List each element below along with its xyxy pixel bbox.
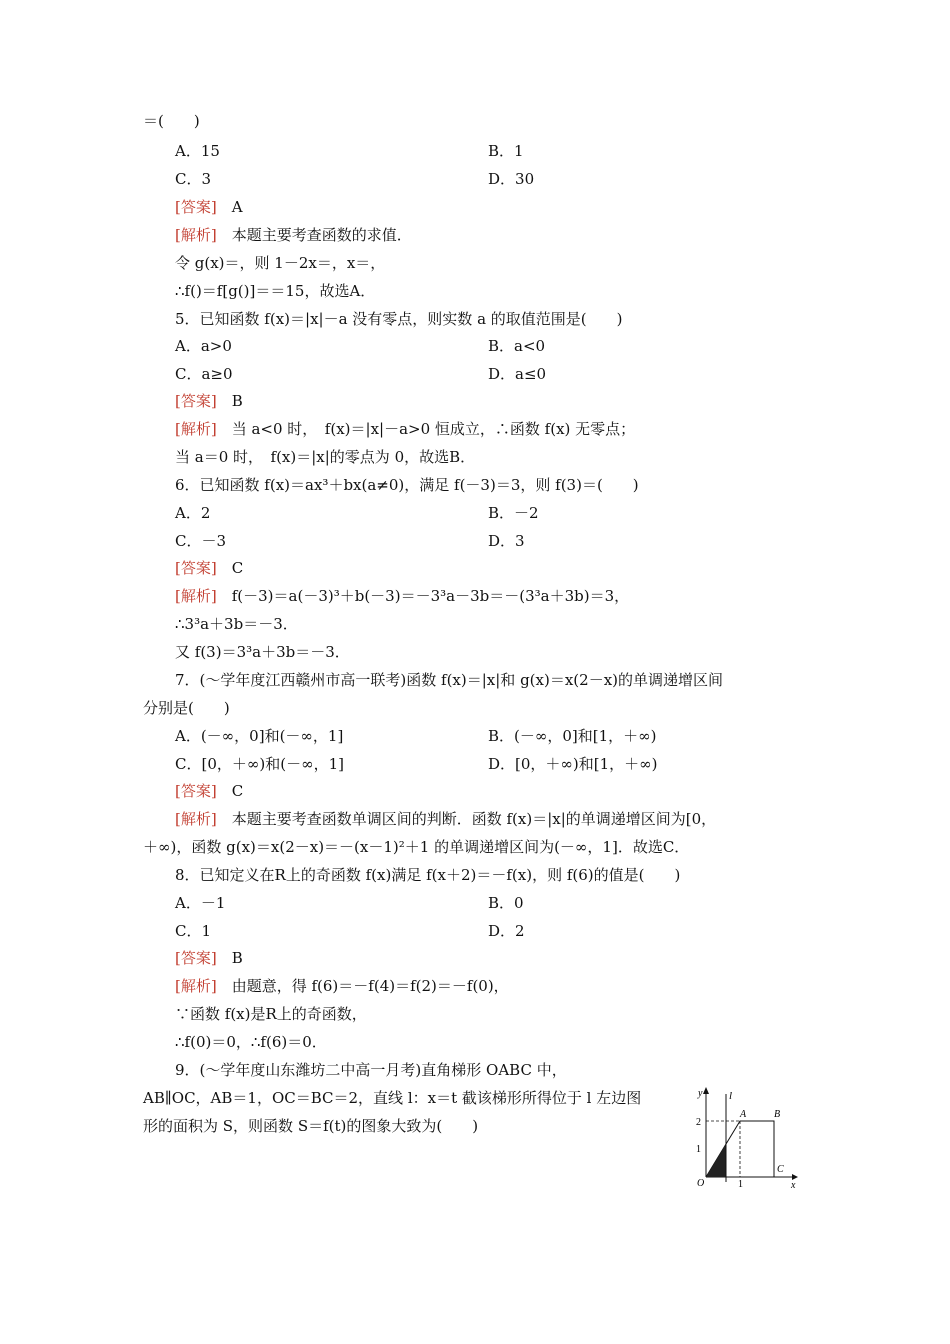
tick-x1: 1 — [738, 1179, 743, 1190]
text-line — [175, 475, 639, 495]
line-text: 6．已知函数 f(x)＝ax³＋bx(a≠0)，满足 f(－3)＝3，则 f(3)＝( ) — [175, 476, 639, 494]
line-text: C．a≥0 — [175, 365, 233, 383]
line-text: C．1 — [175, 922, 212, 940]
text-line — [488, 921, 525, 941]
line-text: D．[0，＋∞)和[1，＋∞) — [488, 755, 658, 773]
line-text: ∴3³a＋3b＝－3． — [175, 615, 298, 633]
text-line — [175, 419, 635, 439]
text-line — [488, 754, 658, 774]
text-line — [175, 614, 298, 634]
text-line — [488, 364, 546, 384]
line-text: C — [216, 782, 244, 800]
label-l: l — [729, 1090, 733, 1102]
text-line — [175, 309, 623, 329]
text-line — [143, 837, 689, 857]
text-line — [143, 1088, 641, 1108]
line-text: 形的面积为 S，则函数 S＝f(t)的图象大致为( ) — [143, 1117, 479, 1135]
text-line — [175, 169, 211, 189]
line-text: D．a≤0 — [488, 365, 547, 383]
label-b: B — [774, 1109, 781, 1120]
line-text: 由题意，得 f(6)＝－f(4)＝f(2)＝－f(0)， — [216, 977, 509, 995]
line-text: A．(－∞，0]和(－∞，1] — [175, 727, 344, 745]
answer-tag: [解析] — [175, 226, 217, 244]
text-line — [175, 670, 723, 690]
line-text: B．1 — [488, 142, 524, 160]
text-line — [175, 781, 243, 801]
text-line — [143, 698, 230, 718]
line-text: 7．(～学年度江西赣州市高一联考)函数 f(x)＝|x|和 g(x)＝x(2－x)的单调递增区间 — [175, 671, 724, 689]
line-text: ∵函数 f(x)是R上的奇函数， — [175, 1005, 367, 1023]
text-line — [175, 809, 716, 829]
text-line — [175, 893, 225, 913]
text-line — [488, 169, 534, 189]
text-line — [175, 141, 220, 161]
text-line — [175, 921, 211, 941]
line-text: B — [216, 392, 243, 410]
answer-tag: [答案] — [175, 782, 217, 800]
line-text: C．3 — [175, 170, 212, 188]
line-text: D．3 — [488, 532, 525, 550]
answer-tag: [解析] — [175, 420, 217, 438]
label-origin: O — [697, 1178, 705, 1189]
line-text: C．－3 — [175, 532, 227, 550]
line-text: 5．已知函数 f(x)＝|x|－a 没有零点，则实数 a 的取值范围是( ) — [175, 310, 623, 328]
label-y: y — [698, 1088, 703, 1099]
tick-y1: 1 — [696, 1144, 701, 1155]
line-text: B．－2 — [488, 504, 539, 522]
line-text: C．[0，＋∞)和(－∞，1] — [175, 755, 344, 773]
line-text: D．2 — [488, 922, 525, 940]
text-line — [175, 558, 243, 578]
line-text: 9．(～学年度山东潍坊二中高一月考)直角梯形 OABC 中， — [175, 1061, 567, 1079]
text-line — [175, 948, 243, 968]
line-text: B．a<0 — [488, 337, 546, 355]
answer-tag: [答案] — [175, 392, 217, 410]
line-text: ＋∞)，函数 g(x)＝x(2－x)＝－(x－1)²＋1 的单调递增区间为(－∞，1]．故选C． — [143, 838, 690, 856]
line-text: C — [216, 559, 244, 577]
line-text: A．－1 — [175, 894, 226, 912]
answer-tag: [解析] — [175, 810, 217, 828]
label-a: A — [740, 1109, 747, 1120]
text-line — [175, 281, 375, 301]
line-text: 分别是( ) — [143, 699, 230, 717]
answer-tag: [答案] — [175, 559, 217, 577]
line-text: AB∥OC，AB＝1，OC＝BC＝2，直线 l：x＝t 截该梯形所得位于 l 左边图 — [143, 1089, 642, 1107]
line-text: A．2 — [175, 504, 211, 522]
line-text: ∴f()＝f[g()]＝＝15，故选A． — [175, 282, 376, 300]
text-line — [488, 531, 525, 551]
text-line — [175, 1060, 567, 1080]
text-line — [143, 1116, 478, 1136]
text-line — [175, 391, 243, 411]
answer-tag: [解析] — [175, 977, 217, 995]
text-line — [488, 336, 545, 356]
text-line — [488, 503, 539, 523]
text-line — [175, 865, 680, 885]
text-line — [175, 531, 226, 551]
y-axis-arrow — [703, 1087, 709, 1094]
text-line — [175, 225, 412, 245]
line-text: ＝( ) — [143, 112, 200, 130]
text-line — [175, 1032, 327, 1052]
answer-tag: [答案] — [175, 198, 217, 216]
answer-tag: [解析] — [175, 587, 217, 605]
text-line — [175, 754, 344, 774]
line-text: B — [216, 949, 243, 967]
line-text: A．15 — [175, 142, 220, 160]
line-text: B．(－∞，0]和[1，＋∞) — [488, 727, 657, 745]
text-line — [175, 642, 350, 662]
line-text: ∴f(0)＝0，∴f(6)＝0． — [175, 1033, 327, 1051]
text-line — [488, 726, 657, 746]
answer-tag: [答案] — [175, 949, 217, 967]
text-line — [175, 503, 210, 523]
tick-y2: 2 — [696, 1117, 701, 1128]
line-text: A — [216, 198, 243, 216]
text-line — [175, 447, 475, 467]
text-line — [175, 586, 629, 606]
line-text: D．30 — [488, 170, 535, 188]
text-line — [143, 111, 200, 131]
text-line — [175, 1004, 367, 1024]
text-line — [488, 141, 524, 161]
label-x: x — [791, 1180, 796, 1190]
text-line — [175, 253, 385, 273]
line-text: f(－3)＝a(－3)³＋b(－3)＝－3³a－3b＝－(3³a＋3b)＝3， — [216, 587, 630, 605]
line-text: B．0 — [488, 894, 524, 912]
line-text: 当 a＝0 时， f(x)＝|x|的零点为 0，故选B． — [175, 448, 476, 466]
line-text: 令 g(x)＝，则 1－2x＝，x＝， — [175, 254, 386, 272]
line-text: 当 a<0 时， f(x)＝|x|－a>0 恒成立，∴函数 f(x) 无零点； — [216, 420, 636, 438]
text-line — [488, 893, 524, 913]
text-line — [175, 197, 243, 217]
label-c: C — [777, 1164, 784, 1175]
line-text: 8．已知定义在R上的奇函数 f(x)满足 f(x＋2)＝－f(x)，则 f(6)的值是( ) — [175, 866, 681, 884]
line-text: A．a>0 — [175, 337, 232, 355]
text-line — [175, 726, 343, 746]
line-text: 本题主要考查函数单调区间的判断．函数 f(x)＝|x|的单调递增区间为[0， — [216, 810, 717, 828]
text-line — [175, 976, 509, 996]
line-text: 又 f(3)＝3³a＋3b＝－3． — [175, 643, 350, 661]
text-line — [175, 336, 232, 356]
text-line — [175, 364, 233, 384]
trapezoid-figure — [688, 1086, 800, 1190]
line-text: 本题主要考查函数的求值． — [216, 226, 412, 244]
